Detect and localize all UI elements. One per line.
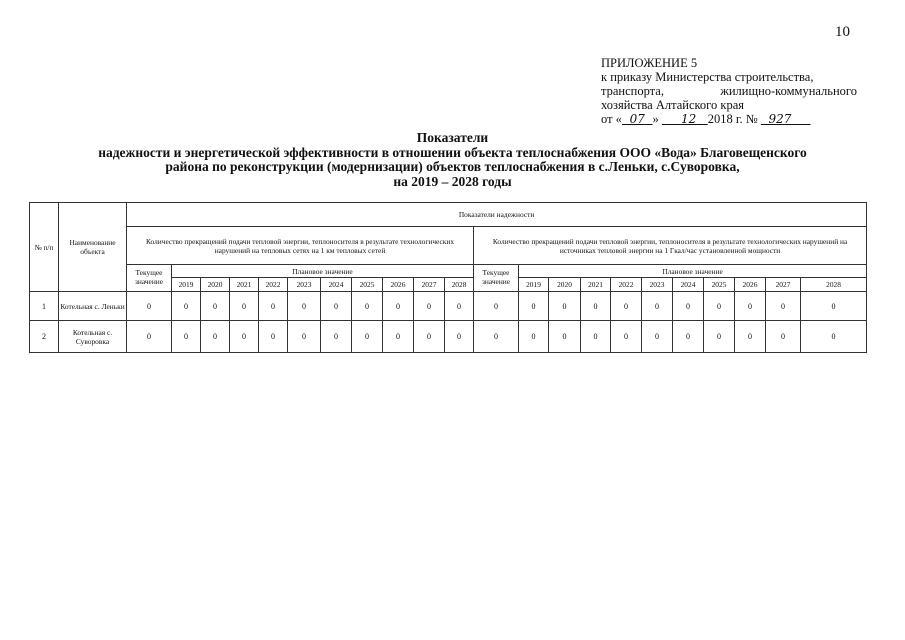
planned-value-cell: 0 (673, 321, 704, 353)
planned-value-cell: 0 (766, 292, 801, 321)
planned-value-cell: 0 (549, 321, 581, 353)
header-current-value-2: Текущее значение (474, 265, 519, 292)
year-header: 2019 (519, 278, 549, 292)
date-day-close: » (652, 112, 659, 126)
planned-value-cell: 0 (445, 292, 474, 321)
handwritten-month: 12 (680, 112, 697, 126)
planned-value-cell: 0 (230, 321, 259, 353)
year-header: 2020 (549, 278, 581, 292)
handwritten-day: 07 (629, 112, 645, 126)
year-header: 2025 (352, 278, 383, 292)
date-prefix: от « (601, 112, 622, 126)
title-line-1: Показатели (416, 130, 489, 145)
year-header: 2027 (766, 278, 801, 292)
year-header: 2024 (673, 278, 704, 292)
year-header: 2021 (230, 278, 259, 292)
planned-value-cell: 0 (704, 292, 735, 321)
year-header: 2028 (801, 278, 867, 292)
planned-value-cell: 0 (288, 321, 321, 353)
row-num: 1 (30, 292, 59, 321)
row-object-name: Котельная с. Леньки (59, 292, 127, 321)
planned-value-cell: 0 (673, 292, 704, 321)
planned-value-cell: 0 (735, 292, 766, 321)
annex-ministry-line: транспорта, жилищно-коммунального (601, 84, 857, 98)
planned-value-cell: 0 (288, 292, 321, 321)
planned-value-cell: 0 (642, 292, 673, 321)
header-planned-value-2: Плановое значение (519, 265, 867, 278)
year-header: 2023 (288, 278, 321, 292)
planned-value-cell: 0 (352, 321, 383, 353)
title-line-2: надежности и энергетической эффективности в отношении объекта теплоснабжения ООО «Вода» Благовещенского (98, 144, 807, 160)
planned-value-cell: 0 (383, 321, 414, 353)
year-header: 2021 (581, 278, 611, 292)
year-header: 2028 (445, 278, 474, 292)
planned-value-cell: 0 (642, 321, 673, 353)
row-object-name: Котельная с. Суворовка (59, 321, 127, 353)
planned-value-cell: 0 (801, 292, 867, 321)
title-line-3: района по реконструкции (модернизации) объектов теплоснабжения в с.Леньки, с.Суворовка, (165, 159, 740, 174)
planned-value-cell: 0 (445, 321, 474, 353)
planned-value-cell: 0 (581, 321, 611, 353)
year-header: 2026 (383, 278, 414, 292)
planned-value-cell: 0 (172, 292, 201, 321)
title-line-4: на 2019 – 2028 годы (393, 173, 512, 189)
planned-value-cell: 0 (735, 321, 766, 353)
header-network-interruptions: Количество прекращений подачи тепловой энергии, теплоносителя в результате технологических нарушений на тепловых сетях на 1 км тепловых сетей (127, 227, 474, 265)
planned-value-cell: 0 (611, 321, 642, 353)
planned-value-cell: 0 (172, 321, 201, 353)
planned-value-cell: 0 (201, 321, 230, 353)
planned-value-cell: 0 (201, 292, 230, 321)
header-object-name: Наименование объекта (59, 203, 127, 292)
year-header: 2026 (735, 278, 766, 292)
document-title (40, 131, 865, 189)
planned-value-cell: 0 (801, 321, 867, 353)
year-header: 2027 (414, 278, 445, 292)
header-num: № п/п (30, 203, 59, 292)
header-planned-value-1: Плановое значение (172, 265, 474, 278)
header-source-interruptions: Количество прекращений подачи тепловой энергии, теплоносителя в результате технологических нарушений на источниках тепловой энергии на 1 Гкал/час установленной мощности (474, 227, 867, 265)
planned-value-cell: 0 (704, 321, 735, 353)
annex-block (601, 56, 857, 126)
year-header: 2022 (259, 278, 288, 292)
row-num: 2 (30, 321, 59, 353)
year-header: 2025 (704, 278, 735, 292)
indicators-table (29, 202, 867, 353)
planned-value-cell: 0 (230, 292, 259, 321)
planned-value-cell: 0 (352, 292, 383, 321)
current-value-cell: 0 (127, 292, 172, 321)
planned-value-cell: 0 (519, 321, 549, 353)
planned-value-cell: 0 (414, 321, 445, 353)
planned-value-cell: 0 (259, 321, 288, 353)
current-value-cell: 0 (474, 321, 519, 353)
planned-value-cell: 0 (581, 292, 611, 321)
year-header: 2019 (172, 278, 201, 292)
planned-value-cell: 0 (519, 292, 549, 321)
annex-date-line (601, 112, 857, 126)
header-current-value-1: Текущее значение (127, 265, 172, 292)
planned-value-cell: 0 (321, 321, 352, 353)
planned-value-cell: 0 (321, 292, 352, 321)
current-value-cell: 0 (474, 292, 519, 321)
annex-region-line: хозяйства Алтайского края (601, 98, 744, 112)
table-row (30, 292, 867, 321)
year-header: 2020 (201, 278, 230, 292)
planned-value-cell: 0 (414, 292, 445, 321)
planned-value-cell: 0 (549, 292, 581, 321)
handwritten-number: 927 (768, 112, 792, 126)
planned-value-cell: 0 (611, 292, 642, 321)
current-value-cell: 0 (127, 321, 172, 353)
planned-value-cell: 0 (259, 292, 288, 321)
annex-title: ПРИЛОЖЕНИЕ 5 (601, 56, 698, 70)
planned-value-cell: 0 (766, 321, 801, 353)
annex-order-line: к приказу Министерства строительства, (601, 70, 814, 84)
header-reliability-group: Показатели надежности (127, 203, 867, 227)
year-header: 2023 (642, 278, 673, 292)
year-header: 2022 (611, 278, 642, 292)
date-year: 2018 г. № (707, 112, 758, 126)
page-number: 10 (835, 24, 850, 40)
planned-value-cell: 0 (383, 292, 414, 321)
table-row (30, 321, 867, 353)
year-header: 2024 (321, 278, 352, 292)
